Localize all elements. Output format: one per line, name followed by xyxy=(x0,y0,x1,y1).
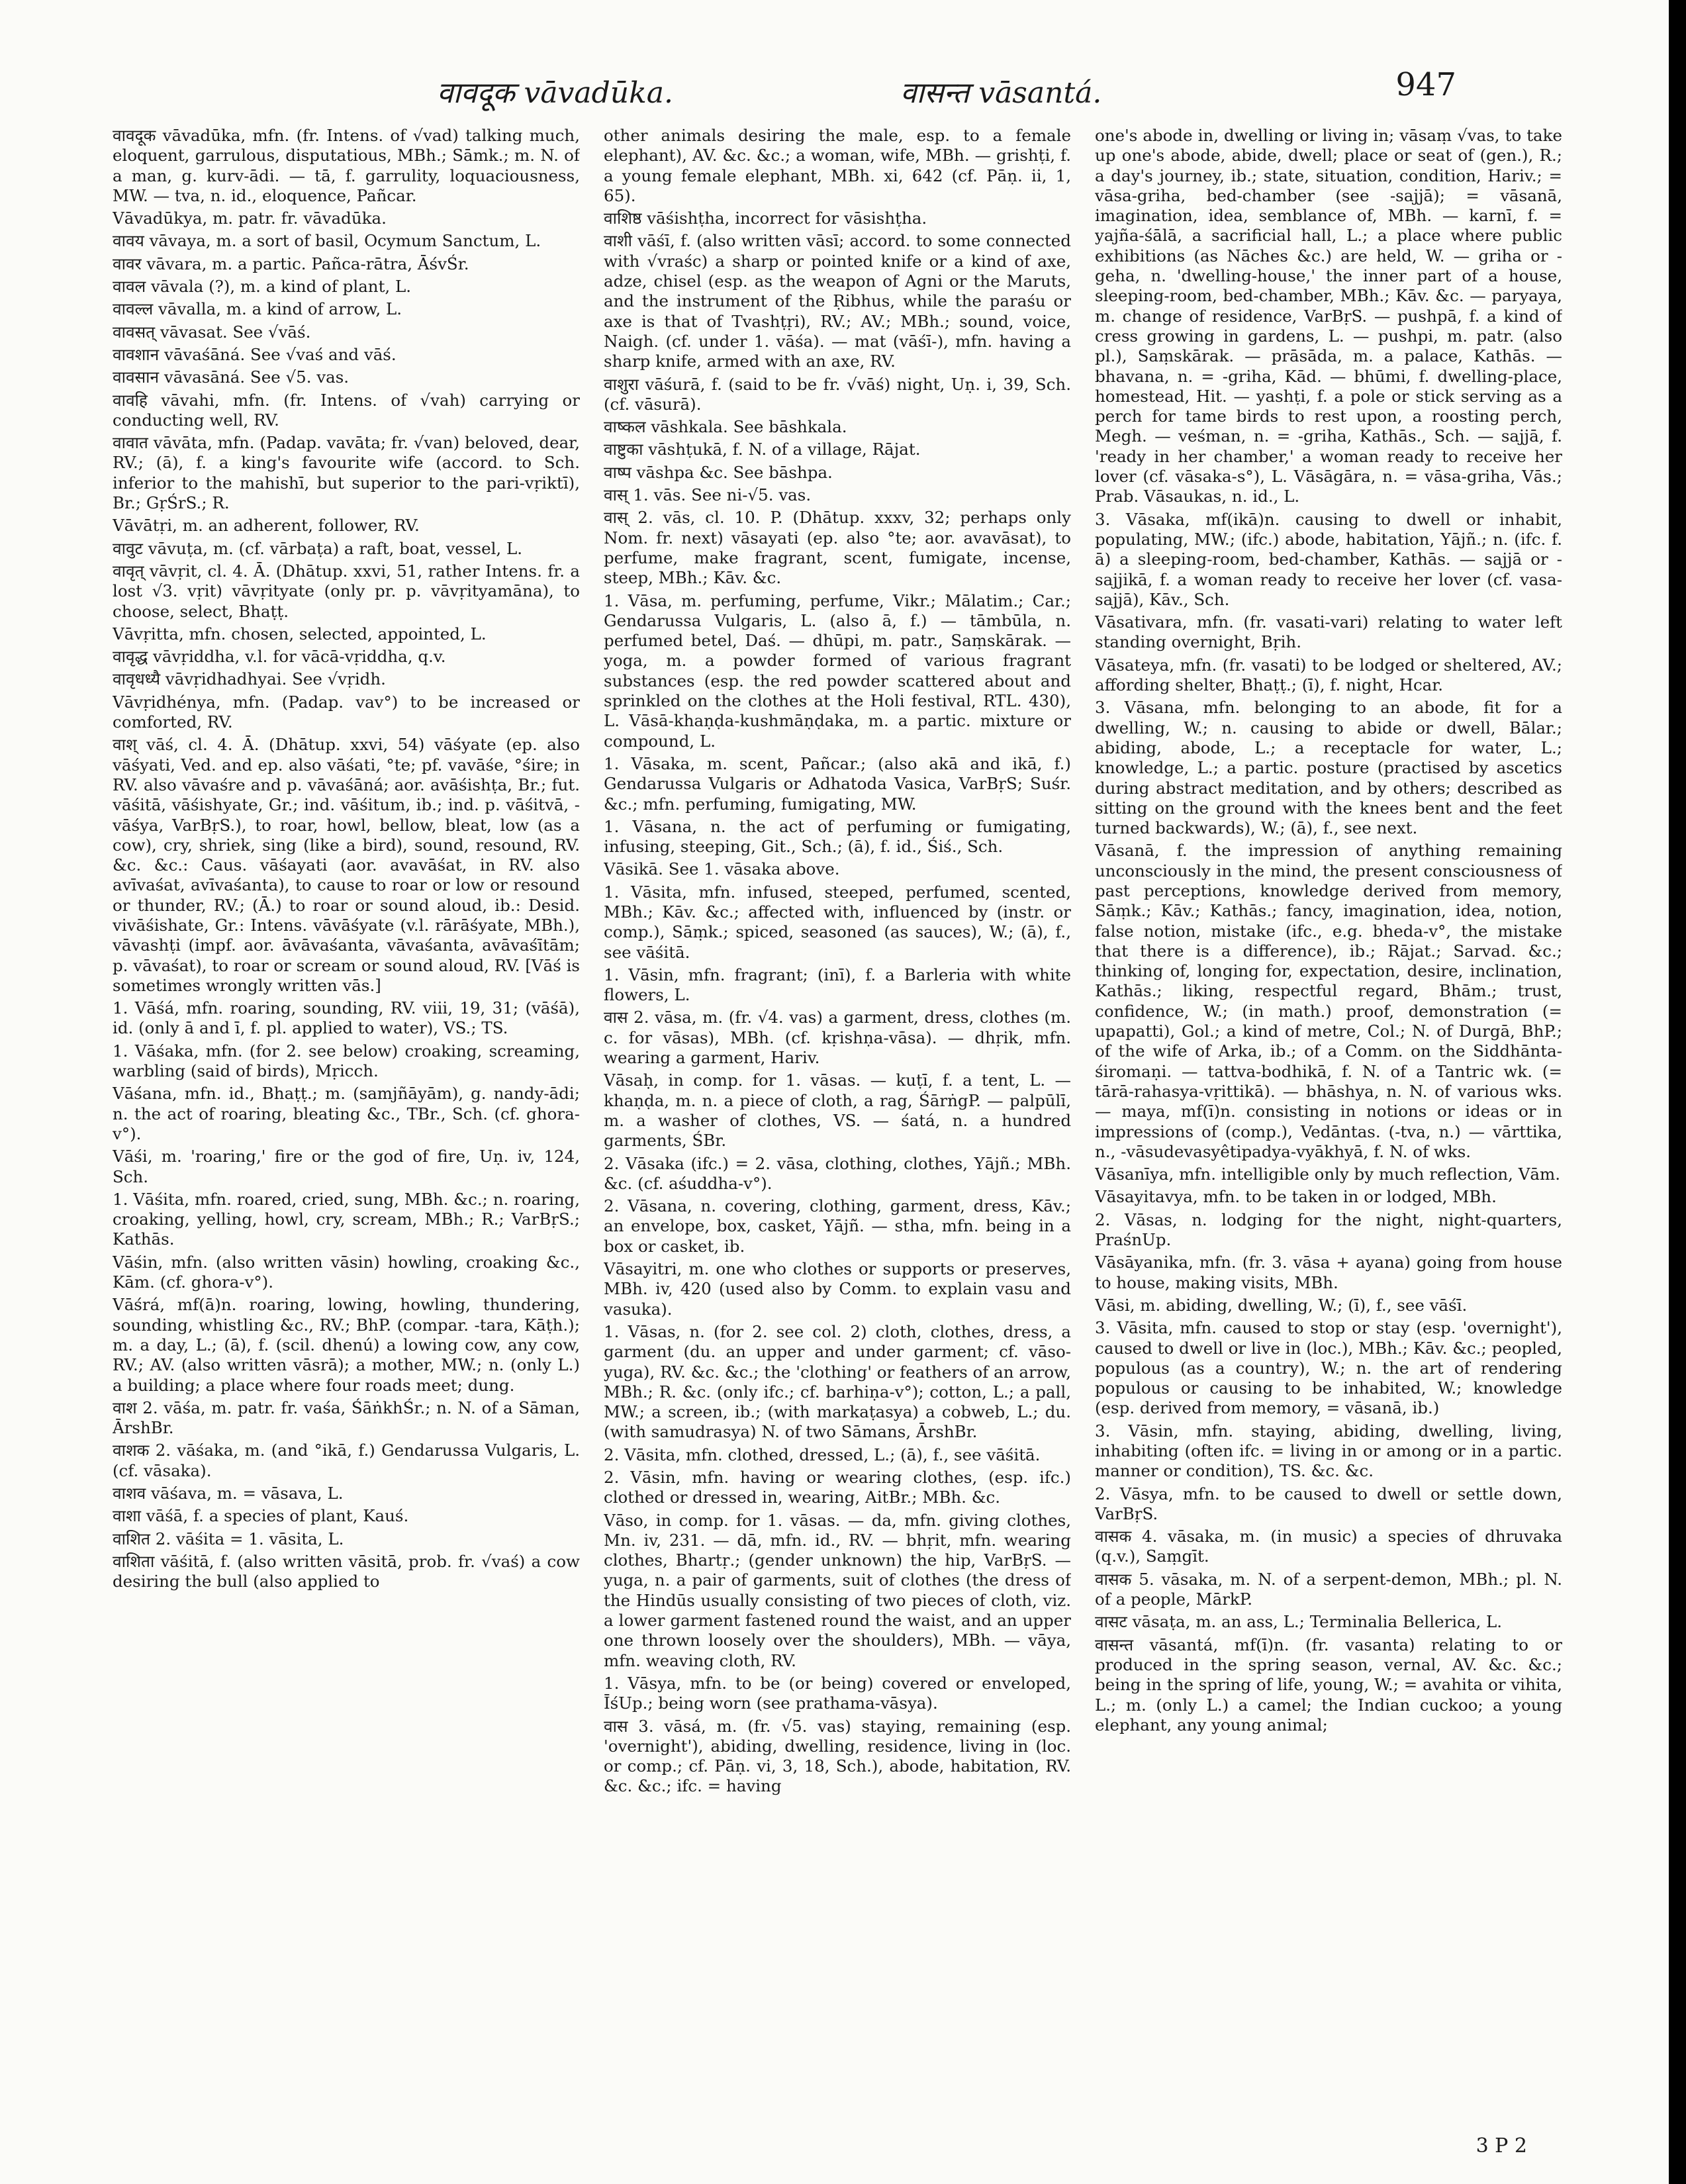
dictionary-entry: वाशित 2. vāśita = 1. vāsita, L. xyxy=(113,1529,344,1548)
dictionary-entry: 1. Vāsana, n. the act of perfuming or fumigating, infusing, steeping, Git., Sch.; (ā), f. id., Śiś., Sch. xyxy=(604,816,1071,857)
dictionary-entry: 1. Vāsita, mfn. infused, steeped, perfumed, scented, MBh.; Kāv. &c.; affected with, influenced by (instr. or comp.), Sāṃk.; spiced, seasoned (as sauces), W.; (ā), f., see vāśitā. xyxy=(604,882,1071,962)
dictionary-entry: वावृत् vāvṛit, cl. 4. Ā. (Dhātup. xxvi, 51, rather Intens. fr. a lost √3. vṛit) vāvṛityate (only pr. p. vāvṛityamāna), to choose, select, Bhaṭṭ. xyxy=(113,561,580,621)
column-2 xyxy=(604,126,1071,2105)
dictionary-entry: Vāsi, m. abiding, dwelling, W.; (ī), f., see vāśī. xyxy=(1095,1295,1468,1315)
dictionary-entry: 3. Vāsita, mfn. caused to stop or stay (esp. 'overnight'), caused to dwell or live in (loc.), MBh.; Kāv. &c.; peopled, populous (as a country), W.; n. the art of rendering populous or causing to be inhabited, W.; knowledge (esp. derived from memory, = vāsanā, ib.) xyxy=(1095,1318,1562,1418)
dictionary-entry: वाशा vāśā, f. a species of plant, Kauś. xyxy=(113,1506,409,1526)
dictionary-entry: वाशिष्ठ vāśishṭha, incorrect for vāsishṭha. xyxy=(604,209,927,228)
dictionary-entry: वावशान vāvaśāná. See √vaś and vāś. xyxy=(113,344,397,364)
dictionary-entry: 3. Vāsana, mfn. belonging to an abode, fit for a dwelling, W.; n. causing to abide or dwell, Bālar.; abiding, abode, L.; a receptacle for water, L.; knowledge, L.; a partic. posture (practised by ascetics during abstract meditation, and by others; described as sitting on the ground with the knees bent and the feet turned backwards), W.; (ā), f., see next. xyxy=(1095,698,1562,838)
dictionary-entry: Vāśana, mfn. id., Bhaṭṭ.; m. (samjñāyām), g. nandy-ādi; n. the act of roaring, bleating &c., TBr., Sch. (cf. ghora-v°). xyxy=(113,1084,580,1143)
right-guide-word: वासन्त vāsantá. xyxy=(900,76,1102,110)
dictionary-entry: वासक 4. vāsaka, m. (in music) a species of dhruvaka (q.v.), Saṃgīt. xyxy=(1095,1527,1562,1566)
dictionary-entry: Vāsateya, mfn. (fr. vasati) to be lodged or sheltered, AV.; affording shelter, Bhaṭṭ.; (ī), f. night, Hcar. xyxy=(1095,655,1562,695)
dictionary-entry: वाष्कल vāshkala. See bāshkala. xyxy=(604,417,847,437)
dictionary-entry: 2. Vāsana, n. covering, clothing, garment, dress, Kāv.; an envelope, box, casket, Yājñ. — stha, mfn. being in a box or casket, ib. xyxy=(604,1196,1071,1256)
dictionary-entry: Vāvātṛi, m. an adherent, follower, RV. xyxy=(113,516,420,536)
dictionary-entry: वासन्त vāsantá, mf(ī)n. (fr. vasanta) relating to or produced in the spring season, vernal, AV. &c. &c.; being in the spring of life, young, W.; = avahita or vihita, L.; m. (only L.) a camel; the Indian cuckoo; a young elephant, any young animal; xyxy=(1095,1635,1562,1734)
dictionary-entry: वाशव vāśava, m. = vāsava, L. xyxy=(113,1484,344,1503)
dictionary-entry: वावात vāvāta, mfn. (Padap. vavāta; fr. √van) beloved, dear, RV.; (ā), f. a king's favourite wife (accord. to Sch. inferior to the mahishī, but superior to the pari-vṛiktī), Br.; GṛŚrS.; R. xyxy=(113,433,580,513)
dictionary-entry: वावर vāvara, m. a partic. Pañca-rātra, ĀśvŚr. xyxy=(113,254,469,273)
column-3 xyxy=(1095,126,1562,2105)
dictionary-entry: वावसान vāvasāná. See √5. vas. xyxy=(113,367,350,387)
dictionary-entry: Vāsativara, mfn. (fr. vasati-vari) relating to water left standing overnight, Bṛih. xyxy=(1095,612,1562,652)
dictionary-entry: वास् 1. vās. See ni-√5. vas. xyxy=(604,485,812,505)
dictionary-entry: वासट vāsaṭa, m. an ass, L.; Terminalia Bellerica, L. xyxy=(1095,1612,1503,1632)
dictionary-entry: वावुट vāvuṭa, m. (cf. vārbaṭa) a raft, boat, vessel, L. xyxy=(113,538,523,558)
dictionary-entry: वावय vāvaya, m. a sort of basil, Ocymum Sanctum, L. xyxy=(113,231,541,251)
dictionary-entry: वावहि vāvahi, mfn. (fr. Intens. of √vah) carrying or conducting well, RV. xyxy=(113,390,580,430)
dictionary-entry: 1. Vāsya, mfn. to be (or being) covered or enveloped, ĪśUp.; being worn (see prathama-vāsya). xyxy=(604,1673,1071,1713)
dictionary-entry: Vāsāyanika, mfn. (fr. 3. vāsa + ayana) going from house to house, making visits, MBh. xyxy=(1095,1253,1562,1292)
left-guide-word: वावदूक vāvadūka. xyxy=(437,76,674,110)
dictionary-entry: वाश् vāś, cl. 4. Ā. (Dhātup. xxvi, 54) vāśyate (ep. also vāśyati, Ved. and ep. also vāśati, °te; pf. vavāśe, °śire; in RV. also vāvaśre and p. vāvaśāná; aor. avāśishṭa, Br.; fut. vāśitā, vāśishyate, Gr.; ind. vāśitum, ib.; ind. p. vāśitvā, -vāśya, VarBṛS.), to roar, howl, bellow, bleat, low (as a cow), cry, shriek, sing (like a bird), sound, resound, RV. &c. &c.: Caus. vāśayati (aor. avavāśat, in RV. also avīvaśat, avīvaśanta), to cause to roar or low or resound or thunder, RV.; (Ā.) to roar or sound aloud, ib.: Desid. vivāśishate, Gr.: Intens. vāvāśyate (v.l. rārāśyate, MBh.), vāvashṭi (impf. aor. āvāvaśanta, vāvaśanta, avāvaśītām; p. vāvaśat), to roar or scream or sound aloud, RV. [Vāś is sometimes wrongly written vās.] xyxy=(113,735,580,995)
dictionary-entry: वाशुरा vāśurā, f. (said to be fr. √vāś) night, Uṇ. i, 39, Sch. (cf. vāsurā). xyxy=(604,374,1071,414)
dictionary-entry: Vāvadūkya, m. patr. fr. vāvadūka. xyxy=(113,209,387,228)
scan-edge xyxy=(1669,0,1686,2184)
signature-mark: 3 P 2 xyxy=(1475,2134,1527,2158)
dictionary-entry: Vāsikā. See 1. vāsaka above. xyxy=(604,859,840,879)
dictionary-entry: 2. Vāsya, mfn. to be caused to dwell or settle down, VarBṛS. xyxy=(1095,1484,1562,1523)
dictionary-entry: 3. Vāsaka, mf(ikā)n. causing to dwell or inhabit, populating, MW.; (ifc.) abode, habitation, Yājñ.; n. (ifc. f. ā) a sleeping-room, bed-chamber, Kathās. — sajjā or -sajjikā, f. a woman ready to receive her lover (cf. vasa-sajjā), Kāv., Sch. xyxy=(1095,509,1562,609)
page-header xyxy=(60,66,1456,113)
dictionary-entry: Vāsanīya, mfn. intelligible only by much reflection, Vām. xyxy=(1095,1164,1561,1184)
dictionary-entry: वाष्टुका vāshṭukā, f. N. of a village, Rājat. xyxy=(604,440,921,459)
dictionary-entry: 1. Vāsa, m. perfuming, perfume, Vikr.; Mālatim.; Car.; Gendarussa Vulgaris, L. (also ā, f.) — tāmbūla, n. perfumed betel, Daś. — dhūpi, m. patr., Saṃskārak. — yoga, m. a powder formed of various fragrant substances (esp. the red powder scattered about and sprinkled on the clothes at the Holi festival, RTL. 430), L. Vāsā-khaṇḍa-kushmāṇḍaka, m. a partic. mixture or compound, L. xyxy=(604,591,1071,751)
dictionary-entry: Vāvṛidhénya, mfn. (Padap. vav°) to be increased or comforted, RV. xyxy=(113,692,580,732)
dictionary-entry: वावृद्ध vāvṛiddha, v.l. for vācā-vṛiddha, q.v. xyxy=(113,647,446,667)
dictionary-entry: वाशक 2. vāśaka, m. (and °ikā, f.) Gendarussa Vulgaris, L. (cf. vāsaka). xyxy=(113,1441,580,1480)
dictionary-entry: Vāsanā, f. the impression of anything remaining unconsciously in the mind, the present consciousness of past perceptions, knowledge derived from memory, Sāṃk.; Kāv.; Kathās.; fancy, imagination, idea, notion, false notion, mistake (ifc., e.g. bheda-v°, the mistake that there is a difference), ib.; Rājat.; Sarvad. &c.; thinking of, longing for, expectation, desire, inclination, Kathās.; liking, respectful regard, Bhām.; trust, confidence, W.; (in math.) proof, demonstration (= upapatti), Gol.; a kind of metre, Col.; N. of Durgā, BhP.; of the wife of Arka, ib.; of a Comm. on the Siddhānta-śiromaṇi. — tattva-bodhikā, f. N. of a Tantric wk. (= tārā-rahasya-vṛittikā). — bhāshya, n. N. of various wks. — maya, mf(ī)n. consisting in notions or ideas or in impressions of (comp.), Vedāntas. (-tva, n.) — vārttika, n., -vāsudevasyêtipadya-vyākhyā, f. N. of wks. xyxy=(1095,841,1562,1161)
dictionary-entry: other animals desiring the male, esp. to a female elephant), AV. &c. &c.; a woman, wife, MBh. — grishṭi, f. a young female elephant, MBh. xi, 642 (cf. Pāṇ. ii, 1, 65). xyxy=(604,126,1071,205)
dictionary-entry: 2. Vāsin, mfn. having or wearing clothes, (esp. ifc.) clothed or dressed in, wearing, AitBr.; MBh. &c. xyxy=(604,1468,1071,1507)
dictionary-entry: वास् 2. vās, cl. 10. P. (Dhātup. xxxv, 32; perhaps only Nom. fr. next) vāsayati (ep. also °te; aor. avavāsat), to perfume, make fragrant, scent, fumigate, incense, steep, MBh.; Kāv. &c. xyxy=(604,508,1071,588)
dictionary-entry: Vāśin, mfn. (also written vāsin) howling, croaking &c., Kām. (cf. ghora-v°). xyxy=(113,1252,580,1292)
dictionary-entry: 1. Vāsin, mfn. fragrant; (inī), f. a Barleria with white flowers, L. xyxy=(604,965,1071,1005)
dictionary-entry: Vāśi, m. 'roaring,' fire or the god of fire, Uṇ. iv, 124, Sch. xyxy=(113,1147,580,1186)
dictionary-entry: 2. Vāsaka (ifc.) = 2. vāsa, clothing, clothes, Yājñ.; MBh. &c. (cf. aśuddha-v°). xyxy=(604,1153,1071,1193)
dictionary-entry: वावल्ल vāvalla, m. a kind of arrow, L. xyxy=(113,299,402,319)
dictionary-entry: वास 3. vāsá, m. (fr. √5. vas) staying, remaining (esp. 'overnight'), abiding, dwelling, residence, living in (loc. or comp.; cf. Pāṇ. vi, 3, 18, Sch.), abode, habitation, RV. &c. &c.; ifc. = having xyxy=(604,1716,1071,1796)
dictionary-entry: वाशी vāśī, f. (also written vāsī; accord. to some connected with √vraśc) a sharp or pointed knife or a kind of axe, adze, chisel (esp. as the weapon of Agni or the Maruts, and the instrument of the Ṛibhus, while the paraśu or axe is that of Tvashṭṛi), RV.; AV.; MBh.; sound, voice, Naigh. (cf. under 1. vāśa). — mat (vāśī-), mfn. having a sharp knife, armed with an axe, RV. xyxy=(604,231,1071,371)
dictionary-entry: 1. Vāśá, mfn. roaring, sounding, RV. viii, 19, 31; (vāśā), id. (only ā and ī, f. pl. applied to water), VS.; TS. xyxy=(113,998,580,1038)
dictionary-entry: 2. Vāsas, n. lodging for the night, night-quarters, PraśnUp. xyxy=(1095,1210,1562,1250)
dictionary-entry: वावसत् vāvasat. See √vāś. xyxy=(113,322,311,342)
dictionary-entry: Vāśrá, mf(ā)n. roaring, lowing, howling, thundering, sounding, whistling &c., RV.; BhP. (compar. -tara, Kāṭh.); m. a day, L.; (ā), f. (scil. dhenú) a lowing cow, any cow, RV.; AV. (also written vāsrā); a mother, MW.; n. (only L.) a building; a place where four roads meet; dung. xyxy=(113,1295,580,1395)
dictionary-entry: 1. Vāsas, n. (for 2. see col. 2) cloth, clothes, dress, a garment (du. an upper and under garment; cf. vāso-yuga), RV. &c. &c.; the 'clothing' or feathers of an arrow, MBh.; R. &c. (only ifc.; cf. barhiṇa-v°); cotton, L.; a pall, MW.; a screen, ib.; (with markaṭasya) a cobweb, L.; du. (with samudrasya) N. of two Sāmans, ĀrshBr. xyxy=(604,1321,1071,1442)
dictionary-entry: Vāsayitri, m. one who clothes or supports or preserves, MBh. iv, 420 (used also by Comm. to explain vasu and vasuka). xyxy=(604,1259,1071,1319)
dictionary-entry: 1. Vāśita, mfn. roared, cried, sung, MBh. &c.; n. roaring, croaking, yelling, howl, cry, scream, MBh.; R.; VarBṛS.; Kathās. xyxy=(113,1189,580,1249)
dictionary-entry: Vāso, in comp. for 1. vāsas. — da, mfn. giving clothes, Mn. iv, 231. — dā, mfn. id., RV. — bhṛit, mfn. wearing clothes, Bhartṛ.; (gender unknown) the hip, VarBṛS. — yuga, n. a pair of garments, suit of clothes (the dress of the Hindūs usually consisting of two pieces of cloth, viz. a lower garment fastened round the waist, and an upper one thrown loosely over the shoulders), MBh. — vāya, mfn. weaving cloth, RV. xyxy=(604,1510,1071,1670)
dictionary-entry: वास 2. vāsa, m. (fr. √4. vas) a garment, dress, clothes (m. c. for vāsas), MBh. (cf. kṛishṇa-vāsa). — dhṛik, mfn. wearing a garment, Hariv. xyxy=(604,1008,1071,1068)
dictionary-entry: वाशिता vāśitā, f. (also written vāsitā, prob. fr. √vaś) a cow desiring the bull (also applied to xyxy=(113,1551,580,1591)
dictionary-columns xyxy=(113,126,1562,2105)
dictionary-entry: वासक 5. vāsaka, m. N. of a serpent-demon, MBh.; pl. N. of a people, MārkP. xyxy=(1095,1569,1562,1609)
dictionary-entry: वावल vāvala (?), m. a kind of plant, L. xyxy=(113,277,412,297)
dictionary-entry: 1. Vāsaka, m. scent, Pañcar.; (also akā and ikā, f.) Gendarussa Vulgaris or Adhatoda Vasica, VarBṛS; Suśr. &c.; mfn. perfuming, fumigating, MW. xyxy=(604,753,1071,814)
dictionary-entry: वाष्प vāshpa &c. See bāshpa. xyxy=(604,462,833,482)
column-1 xyxy=(113,126,580,2105)
dictionary-entry: 3. Vāsin, mfn. staying, abiding, dwelling, living, inhabiting (often ifc. = living in or among or in a partic. manner or condition), TS. &c. &c. xyxy=(1095,1421,1562,1481)
dictionary-entry: one's abode in, dwelling or living in; vāsaṃ √vas, to take up one's abode, abide, dwell; place or seat of (gen.), R.; a day's journey, ib.; state, situation, condition, Hariv.; = vāsa-griha, bed-chamber (see -sajjā); = vāsanā, imagination, idea, semblance of, MBh. — karnī, f. = yajña-śālā, a sacrificial hall, L.; a place where public exhibitions (as Nāches &c.) are held, W. — griha or -geha, n. 'dwelling-house,' the inner part of a house, sleeping-room, bed-chamber, MBh.; Kāv. &c. — paryaya, m. change of residence, VarBṛS. — pushpā, f. a kind of cress growing in gardens, L. — pushpi, m. patr. (also pl.), Saṃskārak. — prāsāda, m. a palace, Kathās. — bhavana, n. = -griha, Kād. — bhūmi, f. dwelling-place, homestead, Hit. — yashṭi, f. a pole or stick serving as a perch for tame birds to rest upon, a roosting perch, Megh. — veśman, n. = -griha, Kathās., Sch. — sajjā, f. 'ready in her chamber,' a woman ready to receive her lover (cf. vāsaka-s°), L. Vāsāgāra, n. = vāsa-griha, Vās.; Prab. Vāsaukas, n. id., L. xyxy=(1095,126,1562,506)
dictionary-entry: वावदूक vāvadūka, mfn. (fr. Intens. of √vad) talking much, eloquent, garrulous, disputatious, MBh.; Sāmk.; m. N. of a man, g. kurv-ādi. — tā, f. garrulity, loquaciousness, MW. — tva, n. id., eloquence, Pañcar. xyxy=(113,126,580,205)
dictionary-entry: Vāsaḥ, in comp. for 1. vāsas. — kuṭī, f. a tent, L. — khaṇḍa, m. n. a piece of cloth, a rag, ŚārṅgP. — palpūlī, m. a washer of clothes, VS. — śatá, n. a hundred garments, ŚBr. xyxy=(604,1070,1071,1151)
dictionary-entry: Vāsayitavya, mfn. to be taken in or lodged, MBh. xyxy=(1095,1187,1497,1207)
dictionary-entry: वाश 2. vāśa, m. patr. fr. vaśa, ŚāṅkhŚr.; n. N. of a Sāman, ĀrshBr. xyxy=(113,1398,580,1438)
page-number: 947 xyxy=(1395,66,1456,103)
dictionary-entry: Vāvṛitta, mfn. chosen, selected, appointed, L. xyxy=(113,624,487,643)
dictionary-entry: 2. Vāsita, mfn. clothed, dressed, L.; (ā), f., see vāśitā. xyxy=(604,1445,1041,1464)
dictionary-entry: 1. Vāśaka, mfn. (for 2. see below) croaking, screaming, warbling (said of birds), Mṛicch. xyxy=(113,1041,580,1081)
dictionary-entry: वावृधध्यै vāvṛidhadhyai. See √vṛidh. xyxy=(113,669,386,689)
